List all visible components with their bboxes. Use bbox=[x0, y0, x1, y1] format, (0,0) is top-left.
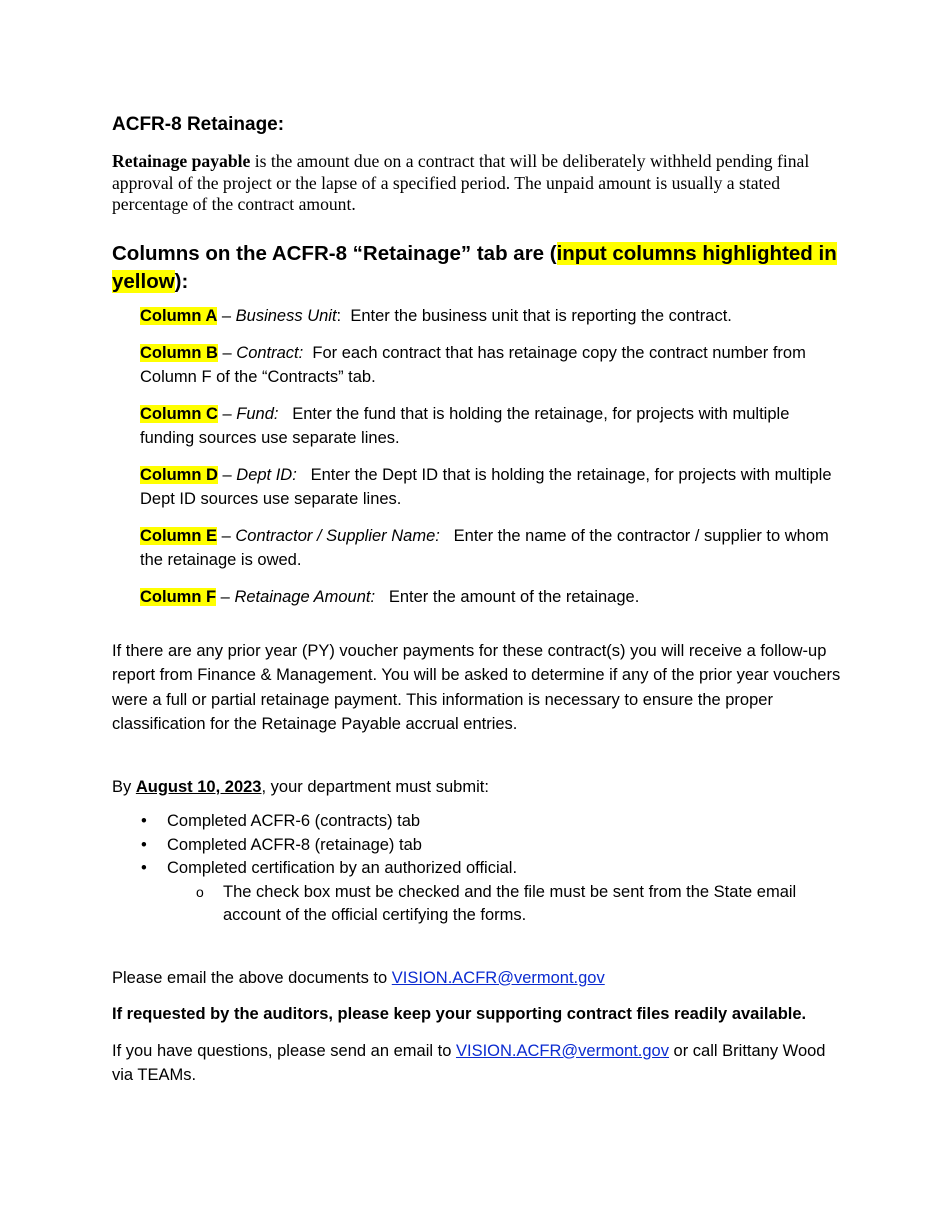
dash: – bbox=[217, 526, 236, 545]
column-label: Column F bbox=[140, 587, 217, 606]
column-item bbox=[140, 463, 842, 511]
submit-list bbox=[112, 810, 842, 928]
columns-heading bbox=[112, 240, 842, 296]
sub-list-item bbox=[167, 881, 842, 928]
email-prefix: Please email the above documents to bbox=[112, 968, 392, 987]
column-field: Contract: bbox=[236, 343, 304, 362]
column-field: Dept ID: bbox=[236, 465, 297, 484]
sub-list bbox=[167, 881, 842, 928]
list-item bbox=[112, 810, 842, 834]
column-desc: Enter the amount of the retainage. bbox=[388, 587, 640, 606]
page-title: ACFR-8 Retainage: bbox=[112, 114, 285, 135]
retainage-definition bbox=[112, 151, 842, 216]
column-sep bbox=[375, 588, 389, 606]
column-label: Column C bbox=[140, 404, 218, 423]
column-desc: For each contract that has retainage copy the contract number from Column F of the “Contracts” tab. bbox=[140, 343, 806, 386]
dash: – bbox=[217, 404, 237, 423]
prior-year-paragraph: If there are any prior year (PY) voucher payments for these contract(s) you will receive a follow-up report from Finance & Management. You will be asked to determine if any of the prior year vouchers were a full or partial retainage payment. This information is necessary to ensure the proper classification for the Retainage Payable accrual entries. bbox=[112, 641, 841, 733]
auditors-note: If requested by the auditors, please keep your supporting contract files readily available. bbox=[112, 1005, 807, 1023]
column-item bbox=[140, 585, 842, 609]
column-field: Business Unit bbox=[235, 306, 337, 325]
deadline-prefix: By bbox=[112, 777, 136, 796]
column-desc: Enter the business unit that is reporting the contract. bbox=[350, 306, 732, 325]
dash: – bbox=[217, 465, 237, 484]
column-desc: Enter the fund that is holding the retainage, for projects with multiple funding sources use separate lines. bbox=[140, 404, 790, 447]
dash: – bbox=[216, 587, 235, 606]
column-label: Column E bbox=[140, 526, 217, 545]
column-desc: Enter the name of the contractor / supplier to whom the retainage is owed. bbox=[140, 526, 829, 569]
dash: – bbox=[217, 343, 237, 362]
list-item-text: Completed ACFR-8 (retainage) tab bbox=[167, 835, 422, 854]
column-sep bbox=[297, 466, 311, 484]
deadline-date: August 10, 2023 bbox=[135, 777, 262, 796]
column-sep bbox=[278, 405, 292, 423]
bullet-icon: • bbox=[141, 859, 147, 877]
list-item bbox=[112, 857, 842, 928]
columns-heading-suffix: ): bbox=[174, 269, 189, 293]
column-label: Column A bbox=[140, 306, 218, 325]
questions-prefix: If you have questions, please send an email to bbox=[112, 1041, 456, 1060]
definition-term: Retainage payable bbox=[112, 151, 251, 171]
column-sep: : bbox=[336, 306, 351, 325]
list-item-text: Completed ACFR-6 (contracts) tab bbox=[167, 812, 421, 830]
questions-suffix: or call Brittany Wood via TEAMs. bbox=[112, 1041, 826, 1084]
column-field: Contractor / Supplier Name: bbox=[235, 526, 440, 545]
definition-text: is the amount due on a contract that will be deliberately withheld pending final approval of the project or the lapse of a specified period. The unpaid amount is usually a stated percentage of the contract amount. bbox=[112, 151, 810, 214]
list-item bbox=[112, 834, 842, 858]
column-desc: Enter the Dept ID that is holding the retainage, for projects with multiple Dept ID sources use separate lines. bbox=[140, 465, 832, 508]
column-label: Column B bbox=[140, 343, 218, 362]
deadline-paragraph bbox=[112, 775, 842, 800]
questions-paragraph bbox=[112, 1039, 842, 1088]
list-item-text: Completed certification by an authorized official. bbox=[167, 859, 518, 877]
sub-list-item-text: The check box must be checked and the file must be sent from the State email account of the official certifying the forms. bbox=[223, 882, 797, 924]
document-page bbox=[112, 112, 842, 1088]
column-label: Column D bbox=[140, 465, 218, 484]
column-field: Fund: bbox=[236, 404, 279, 423]
circle-bullet-icon: o bbox=[196, 883, 204, 900]
bullet-icon: • bbox=[141, 812, 147, 830]
columns-heading-prefix: Columns on the ACFR-8 “Retainage” tab are ( bbox=[112, 241, 557, 265]
email-paragraph bbox=[112, 966, 842, 991]
column-item bbox=[140, 304, 842, 328]
email-link[interactable]: VISION.ACFR@vermont.gov bbox=[391, 968, 605, 987]
questions-email-link[interactable]: VISION.ACFR@vermont.gov bbox=[455, 1041, 669, 1060]
column-item bbox=[140, 402, 842, 450]
deadline-suffix: , your department must submit: bbox=[261, 777, 489, 796]
column-field: Retainage Amount: bbox=[234, 587, 376, 606]
bullet-icon: • bbox=[141, 835, 147, 854]
columns-heading-highlight: input columns highlighted in yellow bbox=[112, 241, 837, 293]
column-item bbox=[140, 524, 842, 572]
column-item bbox=[140, 341, 842, 389]
dash: – bbox=[217, 306, 236, 325]
column-sep bbox=[440, 527, 454, 545]
